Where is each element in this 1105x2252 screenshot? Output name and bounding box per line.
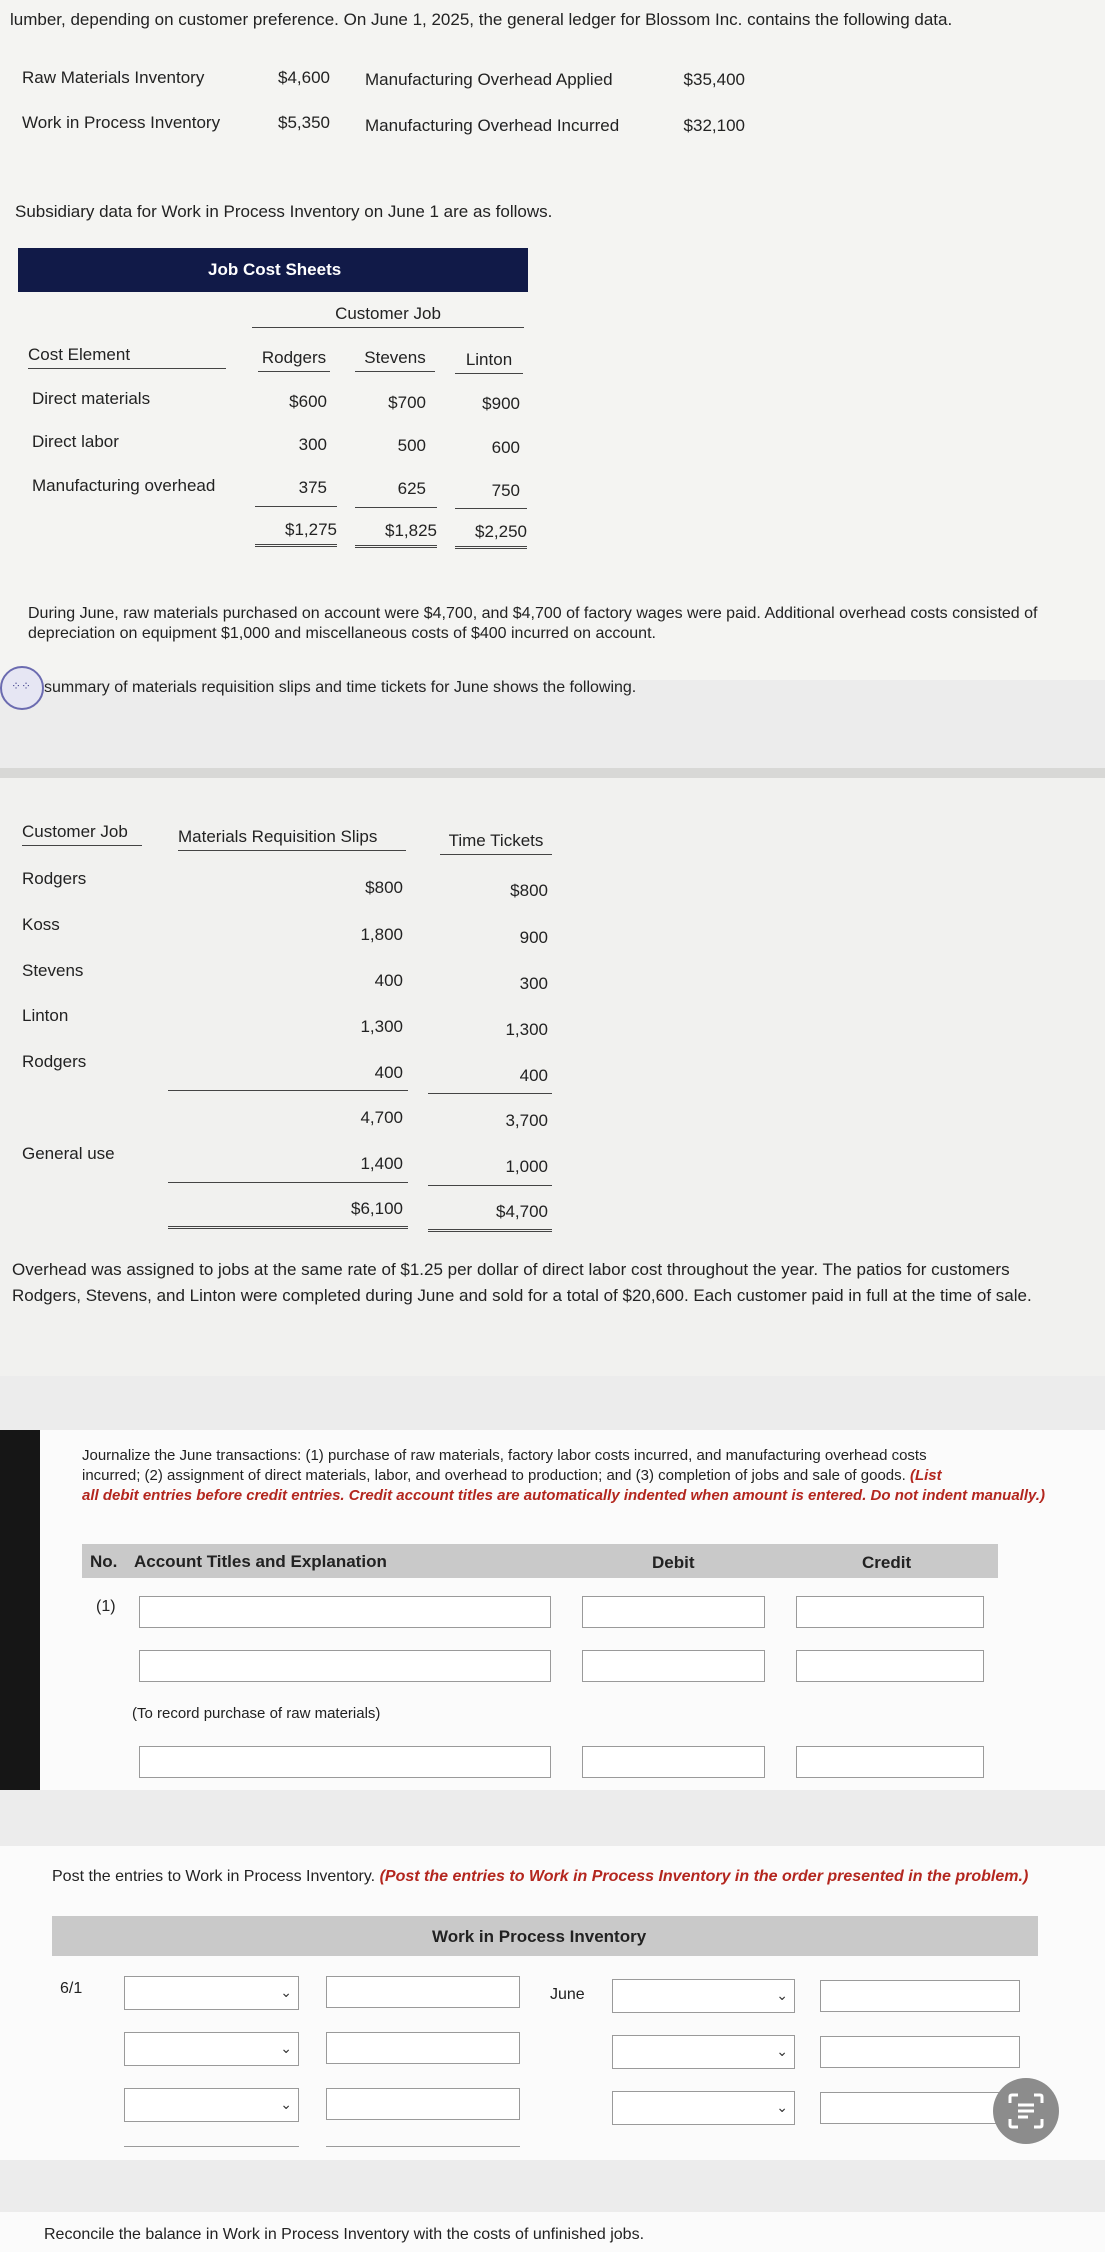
journal-instr-plain: incurred; (2) assignment of direct materials, labor, and overhead to production; and (3) completion of jobs and sale of goods. xyxy=(82,1467,906,1484)
entry-note: (To record purchase of raw materials) xyxy=(132,1705,381,1722)
ledger-value: $4,600 xyxy=(278,68,330,87)
drag-handle-icon[interactable]: ⁘⁘ xyxy=(0,666,44,710)
account-select[interactable] xyxy=(124,2032,299,2066)
req-job: Linton xyxy=(22,1006,69,1025)
account-select-partial[interactable] xyxy=(124,2146,299,2161)
entry-no: (1) xyxy=(96,1598,116,1615)
ledger-value: $35,400 xyxy=(683,70,745,89)
journal-section xyxy=(0,1430,1105,1790)
req-job: Stevens xyxy=(22,961,84,980)
wip-account-header xyxy=(52,1916,1038,1956)
row-label: Direct materials xyxy=(32,389,151,408)
account-title-input[interactable] xyxy=(139,1746,551,1778)
scan-text-icon xyxy=(1007,2092,1045,2130)
overhead-line: Rodgers, Stevens, and Linton were completed during June and sold for a total of $20,600. Each customer paid in full at the time of sale. xyxy=(12,1286,1032,1305)
account-title-input[interactable] xyxy=(139,1650,551,1682)
separator xyxy=(0,768,1105,778)
req-mat: 400 xyxy=(374,1063,403,1082)
col-title: Account Titles and Explanation xyxy=(134,1552,387,1571)
col-rodgers: Rodgers xyxy=(258,348,330,372)
job-cost-title: Job Cost Sheets xyxy=(208,260,342,279)
subtotal-rule xyxy=(255,506,337,507)
subtotal-rule xyxy=(168,1182,408,1183)
req-mat: 1,400 xyxy=(360,1154,403,1173)
amount-input[interactable] xyxy=(820,1980,1020,2012)
chevron-down-icon: ⌄ xyxy=(776,1987,788,2003)
wip-account-title: Work in Process Inventory xyxy=(432,1927,647,1946)
cell: 375 xyxy=(298,478,327,497)
cell: $600 xyxy=(289,392,327,411)
col-stevens: Stevens xyxy=(355,348,435,372)
req-time: 1,000 xyxy=(505,1157,548,1176)
customer-job-group: Customer Job xyxy=(252,304,524,328)
journal-header xyxy=(82,1544,998,1578)
req-mat-total: $6,100 xyxy=(351,1199,403,1218)
req-header-mat: Materials Requisition Slips xyxy=(178,827,406,851)
journal-instr-red: (List xyxy=(909,1467,942,1484)
ledger-value: $32,100 xyxy=(683,116,745,135)
amount-input[interactable] xyxy=(820,2036,1020,2068)
subsidiary-text: Subsidiary data for Work in Process Inventory on June 1 are as follows. xyxy=(15,202,553,221)
total-rule xyxy=(168,1226,408,1229)
intro-text: lumber, depending on customer preference. On June 1, 2025, the general ledger for Blossom Inc. contains the following data. xyxy=(10,10,953,29)
cell: 600 xyxy=(491,438,520,457)
subtotal-rule xyxy=(428,1093,552,1094)
june-text: During June, raw materials purchased on account were $4,700, and $4,700 of factory wages were paid. Additional overhead costs consisted of depreciation on equipment $1,000 and miscellaneous costs of $400 incurred on account. xyxy=(28,605,1038,642)
req-time: 900 xyxy=(519,928,548,947)
col-debit: Debit xyxy=(652,1553,695,1572)
post-instructions xyxy=(52,1868,1092,1886)
col-no: No. xyxy=(90,1552,118,1571)
job-cost-header xyxy=(18,248,528,292)
cell: $700 xyxy=(388,393,426,412)
subtotal-rule xyxy=(455,508,527,509)
amount-input[interactable] xyxy=(820,2092,1020,2124)
summary-text: summary of materials requisition slips and time tickets for June shows the following. xyxy=(44,679,637,696)
req-time-subtotal: 3,700 xyxy=(505,1111,548,1130)
credit-input[interactable] xyxy=(796,1596,984,1628)
req-mat: 1,800 xyxy=(360,925,403,944)
row-label: Manufacturing overhead xyxy=(32,476,216,495)
requisition-section xyxy=(0,768,1105,1376)
account-select[interactable] xyxy=(124,2088,299,2122)
req-job: General use xyxy=(22,1144,115,1163)
chevron-down-icon: ⌄ xyxy=(280,2040,292,2056)
journal-instr-red: all debit entries before credit entries. Credit account titles are automatically indented when amount is entered. Do not indent manually.) xyxy=(82,1487,1045,1504)
req-job: Koss xyxy=(22,915,60,934)
cell: 500 xyxy=(397,436,426,455)
req-time-total: $4,700 xyxy=(496,1202,548,1221)
req-time: $800 xyxy=(510,881,548,900)
chevron-down-icon: ⌄ xyxy=(776,2099,788,2115)
account-select[interactable] xyxy=(612,2091,795,2125)
post-instr-red: (Post the entries to Work in Process Inventory in the order presented in the problem.) xyxy=(379,1868,1029,1885)
scan-text-button[interactable] xyxy=(993,2078,1059,2144)
total-rule xyxy=(428,1229,552,1232)
ledger-value: $5,350 xyxy=(278,113,330,132)
account-select[interactable] xyxy=(612,1979,795,2013)
reconcile-text: Reconcile the balance in Work in Process Inventory with the costs of unfinished jobs. xyxy=(44,2226,645,2243)
chevron-down-icon: ⌄ xyxy=(280,1984,292,2000)
credit-input[interactable] xyxy=(796,1650,984,1682)
journal-instr-line: Journalize the June transactions: (1) purchase of raw materials, factory labor costs incurred, and manufacturing overhead costs xyxy=(82,1447,927,1464)
cell: $900 xyxy=(482,394,520,413)
ledger-label: Manufacturing Overhead Applied xyxy=(365,70,613,89)
chevron-down-icon: ⌄ xyxy=(776,2043,788,2059)
total-cell: $1,825 xyxy=(355,521,437,548)
amount-input[interactable] xyxy=(326,2088,520,2120)
req-time: 400 xyxy=(519,1066,548,1085)
subtotal-rule xyxy=(428,1185,552,1186)
account-select[interactable] xyxy=(124,1976,299,2010)
ledger-label: Work in Process Inventory xyxy=(22,113,221,132)
req-time: 1,300 xyxy=(505,1020,548,1039)
left-edge xyxy=(0,1430,40,1790)
cell: 625 xyxy=(397,479,426,498)
cell: 750 xyxy=(491,481,520,500)
subtotal-rule xyxy=(168,1090,408,1091)
amount-input-partial[interactable] xyxy=(326,2146,520,2161)
overhead-text xyxy=(12,1257,1097,1309)
req-job: Rodgers xyxy=(22,1052,87,1071)
post-instr-plain: Post the entries to Work in Process Inventory. xyxy=(52,1868,376,1885)
account-select[interactable] xyxy=(612,2035,795,2069)
reconcile-section xyxy=(0,2212,1105,2252)
req-mat: 1,300 xyxy=(360,1017,403,1036)
post-section xyxy=(0,1846,1105,2160)
req-mat: $800 xyxy=(365,878,403,897)
cell: 300 xyxy=(298,435,327,454)
req-header-time: Time Tickets xyxy=(440,831,552,855)
ledger-label: Raw Materials Inventory xyxy=(22,68,205,87)
req-time: 300 xyxy=(519,974,548,993)
cost-element-header: Cost Element xyxy=(28,345,226,369)
chevron-down-icon: ⌄ xyxy=(280,2096,292,2112)
overhead-line: Overhead was assigned to jobs at the same rate of $1.25 per dollar of direct labor cost throughout the year. The patios for customers xyxy=(12,1260,1010,1279)
debit-input[interactable] xyxy=(582,1746,765,1778)
amount-input[interactable] xyxy=(326,2032,520,2064)
journal-instr-line xyxy=(82,1466,1062,1486)
row-label: Direct labor xyxy=(32,432,119,451)
subtotal-rule xyxy=(355,507,437,508)
total-cell: $2,250 xyxy=(455,522,527,549)
debit-input[interactable] xyxy=(582,1596,765,1628)
total-cell: $1,275 xyxy=(255,520,337,547)
req-header-job: Customer Job xyxy=(22,822,142,846)
ledger-label: Manufacturing Overhead Incurred xyxy=(365,116,620,135)
post-date-right: June xyxy=(550,1986,585,2003)
account-title-input[interactable] xyxy=(139,1596,551,1628)
intro-section xyxy=(0,0,1105,696)
req-mat: 400 xyxy=(374,971,403,990)
req-job: Rodgers xyxy=(22,869,87,888)
col-credit: Credit xyxy=(862,1553,912,1572)
credit-input[interactable] xyxy=(796,1746,984,1778)
debit-input[interactable] xyxy=(582,1650,765,1682)
post-date-left: 6/1 xyxy=(60,1980,83,1997)
journal-instructions xyxy=(82,1446,1062,1506)
amount-input[interactable] xyxy=(326,1976,520,2008)
col-linton: Linton xyxy=(455,350,523,374)
req-mat-subtotal: 4,700 xyxy=(360,1108,403,1127)
